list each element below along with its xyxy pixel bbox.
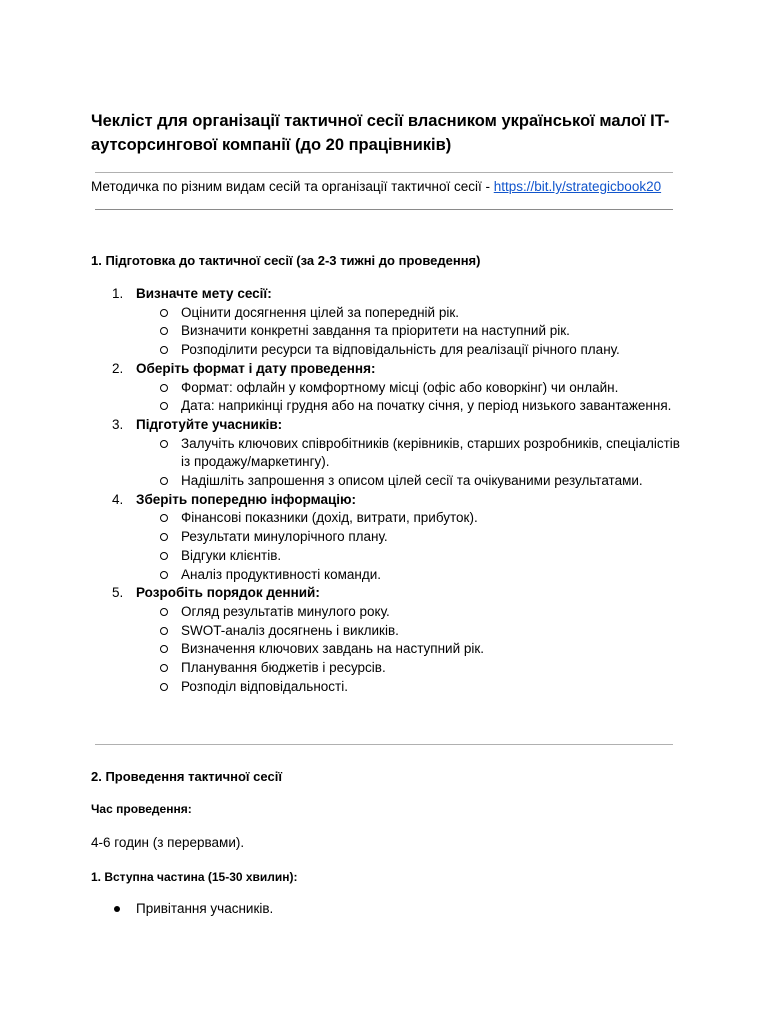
circle-bullet-icon: [160, 309, 168, 317]
item-number: 1.: [112, 286, 124, 301]
circle-bullet-icon: [160, 683, 168, 691]
circle-bullet-icon: [160, 346, 168, 354]
sub-item: [136, 304, 691, 323]
checklist-item: [91, 285, 691, 360]
sub-item-text: Дата: наприкінці грудня або на початку січня, у період низького завантаження.: [181, 398, 672, 414]
sub-item-text: Залучіть ключових співробітників (керівників, старших розробників, спеціалістів із продажу/маркетингу).: [181, 435, 680, 470]
sub-item-text: Оцінити досягнення цілей за попередній рік.: [181, 304, 460, 320]
item-title: Розробіть порядок денний:: [136, 585, 320, 601]
section1-heading: 1. Підготовка до тактичної сесії (за 2-3 тижні до проведення): [91, 253, 481, 268]
item-number: 3.: [112, 416, 124, 432]
circle-bullet-icon: [160, 571, 168, 579]
bullet-icon: [114, 906, 120, 912]
circle-bullet-icon: [160, 514, 168, 522]
circle-bullet-icon: [160, 327, 168, 335]
item-title: Визначте мету сесії:: [136, 286, 272, 301]
sub-item-text: Результати минулорічного плану.: [181, 529, 388, 545]
section2-heading: 2. Проведення тактичної сесії: [91, 769, 282, 784]
item-number: 4.: [112, 491, 124, 507]
item-title: Оберіть формат і дату проведення:: [136, 360, 376, 376]
sub-item-text: Аналіз продуктивності команди.: [181, 566, 382, 582]
intro-text: Методичка по різним видам сесій та організації тактичної сесії -: [91, 179, 494, 194]
sub-item-text: Розподілити ресурси та відповідальність для реалізації річного плану.: [181, 342, 620, 358]
circle-bullet-icon: [160, 627, 168, 635]
item-title: Підготуйте учасників:: [136, 416, 283, 432]
checklist-item: [91, 491, 691, 585]
sub-list: [136, 509, 691, 584]
sub-item: [136, 622, 691, 641]
sub-item: [136, 659, 691, 678]
list-item-text: Привітання учасників.: [136, 901, 274, 916]
circle-bullet-icon: [160, 477, 168, 485]
sub-item: [136, 397, 691, 416]
circle-bullet-icon: [160, 664, 168, 672]
intro-line: [91, 178, 691, 196]
checklist-item: [91, 584, 691, 696]
document-title: Чекліст для організації тактичної сесії власником української малої IT-аутсорсингової компанії (до 20 працівників): [91, 112, 670, 154]
sub-item: [136, 678, 691, 697]
time-label: Час проведення:: [91, 802, 192, 816]
sub-list: [136, 304, 691, 360]
sub-item-text: Огляд результатів минулого року.: [181, 603, 390, 619]
part1-heading: 1. Вступна частина (15-30 хвилин):: [91, 870, 298, 884]
divider-intro: [95, 209, 673, 210]
divider-section2: [95, 744, 673, 745]
sub-item: [136, 379, 691, 398]
sub-item: [136, 472, 691, 491]
sub-item-text: Формат: офлайн у комфортному місці (офіс або коворкінг) чи онлайн.: [181, 379, 619, 395]
sub-item-text: Надішліть запрошення з описом цілей сесії та очікуваними результатами.: [181, 473, 643, 489]
divider-top: [95, 172, 673, 173]
sub-item-text: Визначити конкретні завдання та пріоритети на наступний рік.: [181, 323, 570, 339]
item-title: Зберіть попередню інформацію:: [136, 491, 357, 507]
sub-item: [136, 640, 691, 659]
sub-item-text: Визначення ключових завдань на наступний рік.: [181, 641, 485, 657]
checklist-item: [91, 360, 691, 416]
circle-bullet-icon: [160, 608, 168, 616]
circle-bullet-icon: [160, 384, 168, 392]
sub-item-text: Відгуки клієнтів.: [181, 547, 282, 563]
sub-item: [136, 509, 691, 528]
circle-bullet-icon: [160, 552, 168, 560]
sub-item: [136, 435, 691, 472]
circle-bullet-icon: [160, 440, 168, 448]
sub-item-text: SWOT-аналіз досягнень і викликів.: [181, 622, 399, 638]
sub-item: [136, 566, 691, 585]
sub-list: [136, 435, 691, 491]
strategicbook-link[interactable]: https://bit.ly/strategicbook20: [493, 179, 662, 194]
sub-item-text: Розподіл відповідальності.: [181, 678, 348, 694]
sub-item-text: Планування бюджетів і ресурсів.: [181, 660, 386, 676]
sub-list: [136, 603, 691, 697]
sub-list: [136, 379, 691, 416]
time-value: 4-6 годин (з перервами).: [91, 835, 245, 850]
sub-item: [136, 547, 691, 566]
sub-item: [136, 341, 691, 360]
sub-item: [136, 603, 691, 622]
item-number: 5.: [112, 585, 124, 601]
circle-bullet-icon: [160, 645, 168, 653]
circle-bullet-icon: [160, 402, 168, 410]
checklist-item: [91, 416, 691, 491]
preparation-checklist: [91, 285, 691, 696]
circle-bullet-icon: [160, 533, 168, 541]
part1-list: [91, 900, 273, 918]
list-item: [91, 900, 273, 918]
sub-item: [136, 322, 691, 341]
sub-item-text: Фінансові показники (дохід, витрати, прибуток).: [181, 510, 478, 526]
item-number: 2.: [112, 360, 124, 376]
sub-item: [136, 528, 691, 547]
